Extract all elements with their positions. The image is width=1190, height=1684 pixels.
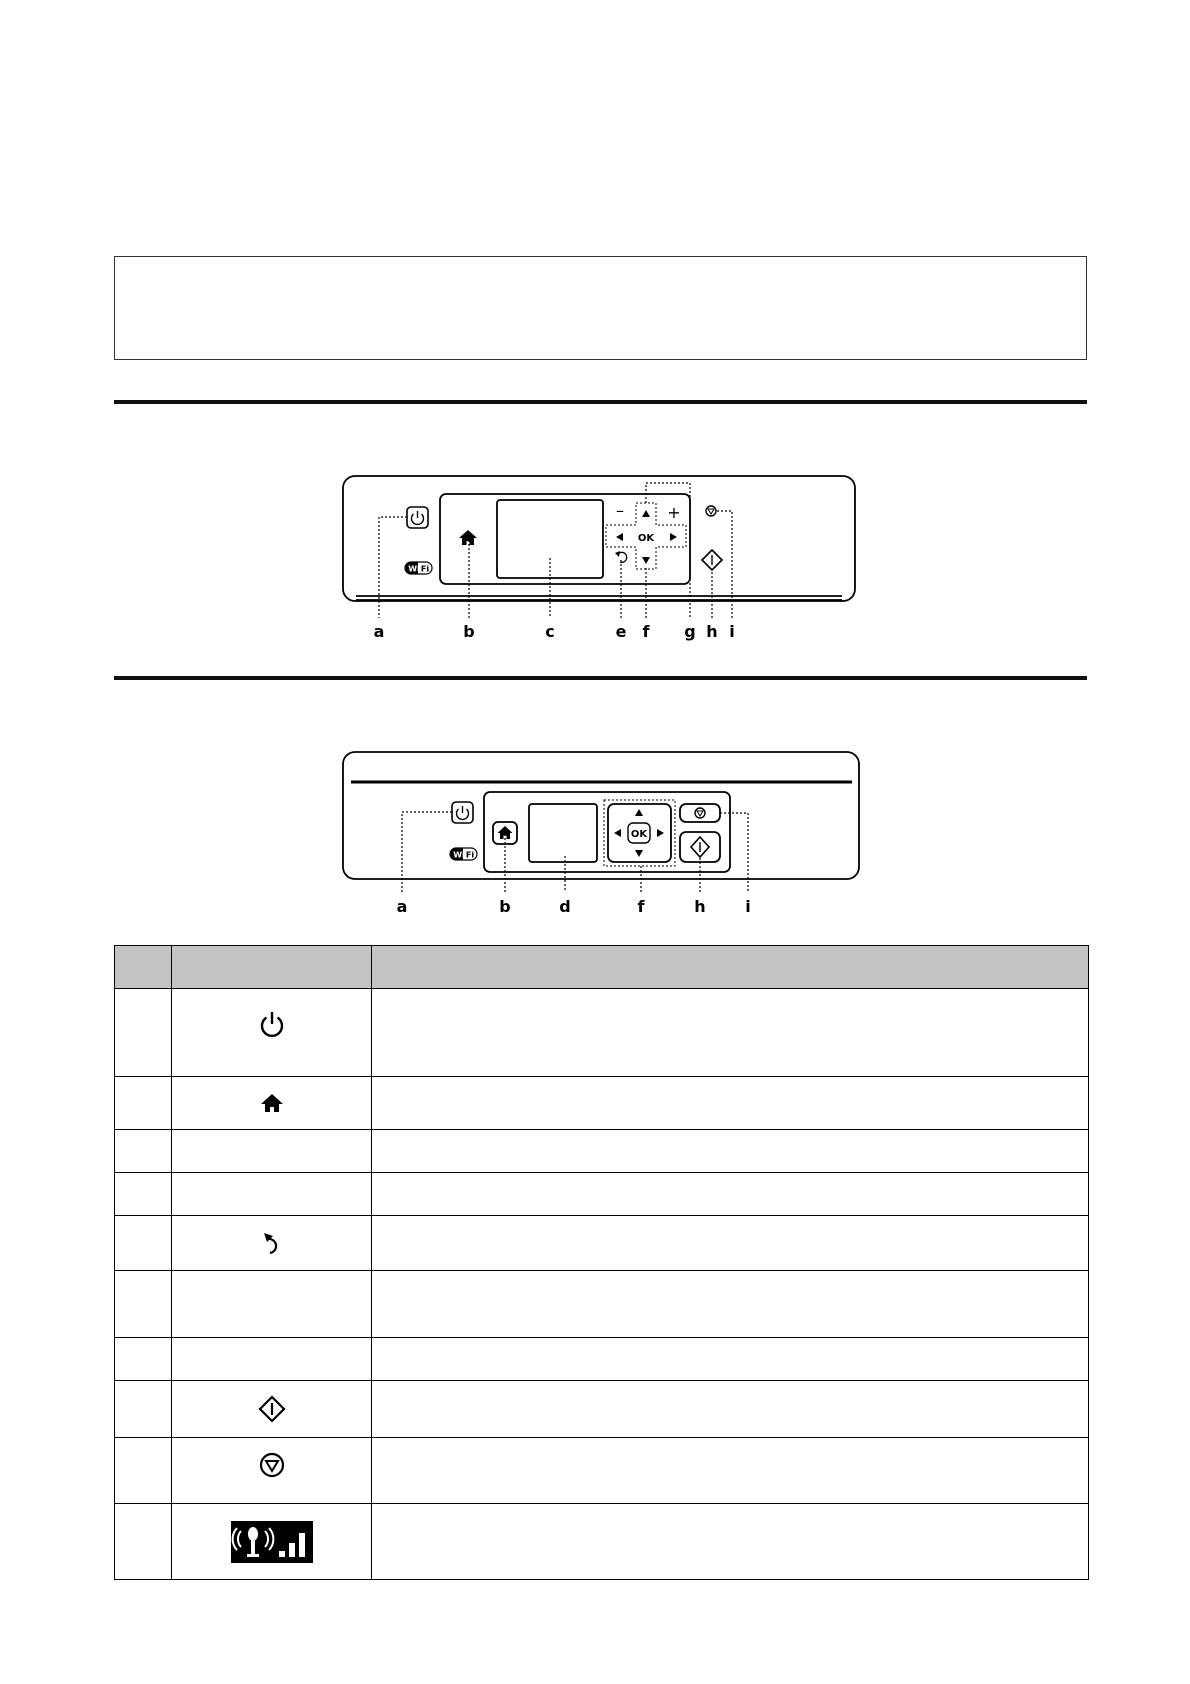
button-reference-table <box>114 945 1089 1580</box>
table-row <box>115 1381 1089 1438</box>
callout-c: c <box>545 622 555 641</box>
callout-i: i <box>745 897 751 916</box>
callout-h: h <box>706 622 718 641</box>
callout-i: i <box>729 622 735 641</box>
back-icon <box>261 1230 283 1256</box>
stop-icon <box>259 1452 285 1478</box>
callout-h: h <box>694 897 706 916</box>
table-row <box>115 1077 1089 1130</box>
callout-b: b <box>463 622 475 641</box>
svg-text:OK: OK <box>630 829 648 840</box>
table-row <box>115 1130 1089 1173</box>
table-row <box>115 1338 1089 1381</box>
callout-a: a <box>396 897 408 916</box>
callout-g: g <box>684 622 696 641</box>
header-cell-function <box>372 946 1089 989</box>
home-button[interactable] <box>498 826 513 839</box>
start-button[interactable] <box>691 837 709 857</box>
wifi-badge <box>450 848 477 860</box>
svg-text:Fi: Fi <box>465 850 475 860</box>
table-row <box>115 1504 1089 1580</box>
table-row <box>115 989 1089 1077</box>
table-row <box>115 1438 1089 1504</box>
table-row <box>115 1173 1089 1216</box>
stop-button[interactable] <box>695 808 705 818</box>
callout-f: f <box>642 622 650 641</box>
callout-labels-bottom <box>397 897 751 916</box>
svg-text:+: + <box>667 503 681 522</box>
power-icon <box>258 1010 286 1038</box>
nav-cluster[interactable] <box>614 809 664 857</box>
callout-d: d <box>559 897 571 916</box>
power-button[interactable] <box>452 802 473 823</box>
header-cell-button <box>172 946 372 989</box>
svg-text:Wi: Wi <box>453 850 465 860</box>
svg-text:–: – <box>616 501 624 520</box>
lcd-screen <box>529 804 597 862</box>
callout-f: f <box>637 897 645 916</box>
table-header-row <box>115 946 1089 989</box>
callout-a: a <box>373 622 385 641</box>
start-icon <box>258 1395 286 1423</box>
table-row <box>115 1216 1089 1271</box>
svg-text:Wi: Wi <box>408 564 420 574</box>
table-row <box>115 1271 1089 1338</box>
callout-e: e <box>615 622 627 641</box>
callout-b: b <box>499 897 511 916</box>
header-cell-id <box>115 946 172 989</box>
svg-text:Fi: Fi <box>420 564 430 574</box>
wifi-signal-icon <box>231 1521 313 1563</box>
home-icon <box>260 1092 284 1114</box>
svg-text:OK: OK <box>637 533 655 544</box>
